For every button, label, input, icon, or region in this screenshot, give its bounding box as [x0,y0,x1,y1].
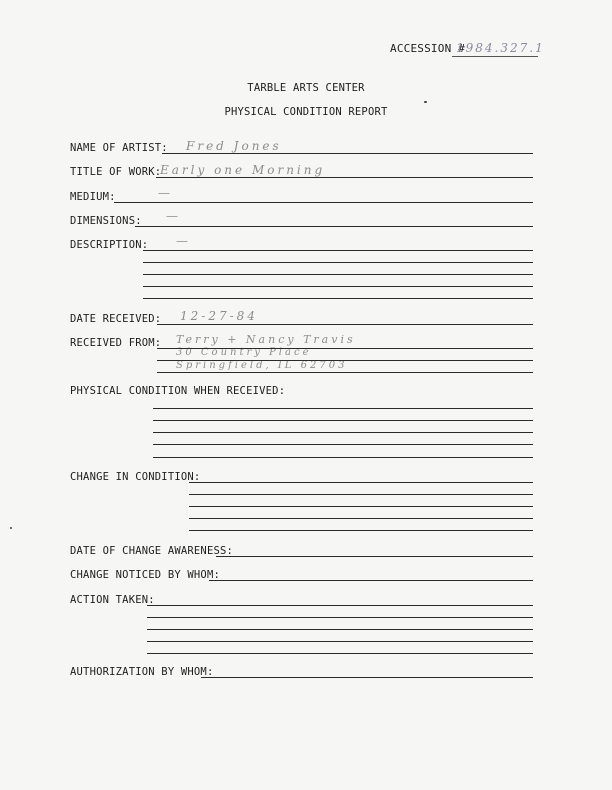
action-taken-label: ACTION TAKEN: [70,594,155,606]
form-title: PHYSICAL CONDITION REPORT [224,106,388,118]
change-in-condition-line [189,530,533,531]
authorization-line [201,677,533,678]
received-from-line-2: 30 Country Place [176,347,312,358]
action-taken-line [147,629,533,630]
dimensions-line [135,226,533,227]
description-line [143,274,533,275]
change-in-condition-line [189,482,533,483]
change-noticed-by-label: CHANGE NOTICED BY WHOM: [70,569,220,581]
physical-condition-line [153,432,533,433]
paper-speck [424,101,427,103]
description-label: DESCRIPTION: [70,239,149,251]
description-line [143,286,533,287]
title-of-work-value: Early one Morning [160,163,326,177]
received-from-line [157,348,533,349]
date-received-value: 12-27-84 [180,309,258,323]
received-from-line [157,372,533,373]
paper-speck [10,527,12,529]
received-from-line-3: Springfield, IL 62703 [176,360,348,371]
accession-underline [452,56,538,57]
action-taken-line [147,617,533,618]
action-taken-line [147,653,533,654]
title-of-work-line [156,177,533,178]
artist-line [162,153,533,154]
description-line [143,250,533,251]
organization-name: TARBLE ARTS CENTER [247,82,365,94]
received-from-line-1: Terry + Nancy Travis [176,333,356,346]
action-taken-line [147,605,533,606]
medium-line [114,202,533,203]
received-from-label: RECEIVED FROM: [70,337,162,349]
change-in-condition-label: CHANGE IN CONDITION: [70,471,201,483]
date-received-line [157,324,533,325]
physical-condition-label: PHYSICAL CONDITION WHEN RECEIVED: [70,385,286,397]
change-noticed-by-line [209,580,533,581]
physical-condition-line [153,420,533,421]
accession-number: 1984.327.1 [456,41,545,55]
physical-condition-line [153,408,533,409]
description-line [143,262,533,263]
accession-label: ACCESSION # [390,42,466,55]
medium-value: — [158,186,170,200]
description-line [143,298,533,299]
artist-value: Fred Jones [186,139,282,153]
date-received-label: DATE RECEIVED: [70,313,162,325]
artist-label: NAME OF ARTIST: [70,142,168,154]
change-in-condition-line [189,494,533,495]
change-in-condition-line [189,506,533,507]
description-value: — [176,234,188,248]
dimensions-label: DIMENSIONS: [70,215,142,227]
change-in-condition-line [189,518,533,519]
title-of-work-label: TITLE OF WORK: [70,166,162,178]
medium-label: MEDIUM: [70,191,116,203]
dimensions-value: — [166,209,178,223]
date-of-change-label: DATE OF CHANGE AWARENESS: [70,545,234,557]
physical-condition-line [153,444,533,445]
physical-condition-line [153,457,533,458]
received-from-line [157,360,533,361]
action-taken-line [147,641,533,642]
authorization-label: AUTHORIZATION BY WHOM: [70,666,214,678]
date-of-change-line [216,556,533,557]
